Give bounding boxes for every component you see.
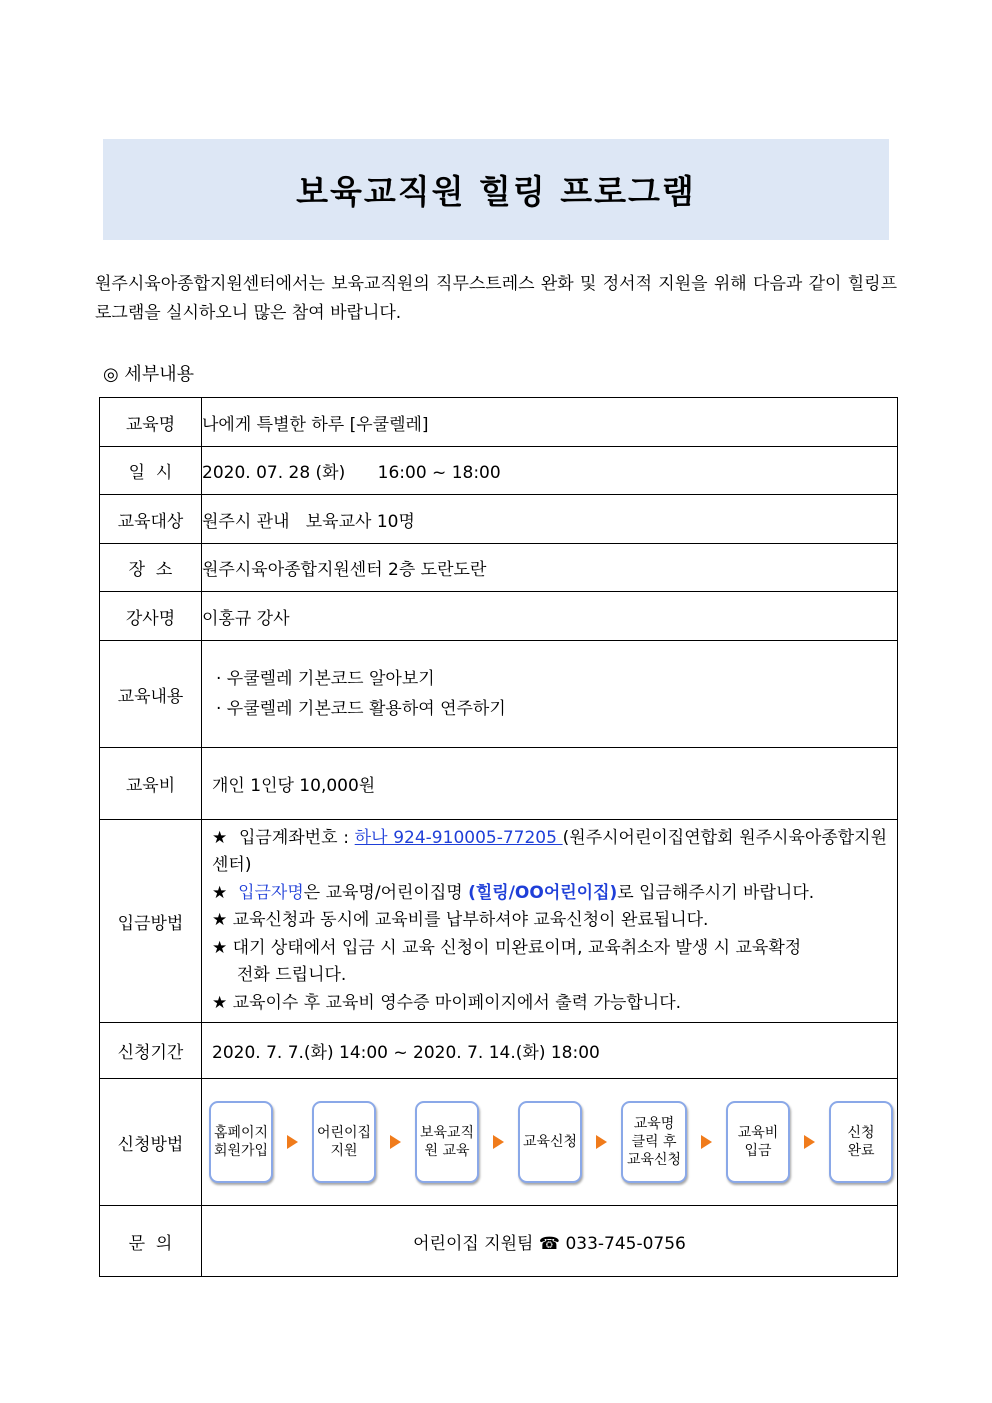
content-item: · 우쿨렐레 기본코드 알아보기 <box>216 669 435 689</box>
content-label: 교육내용 <box>100 641 202 748</box>
fee-value: 개인 1인당 10,000원 <box>202 748 898 820</box>
target-label: 교육대상 <box>100 495 202 544</box>
content-value <box>202 641 898 748</box>
course-name-value: 나에게 특별한 하루 [우쿨렐레] <box>202 398 898 447</box>
detail-table <box>99 397 898 1277</box>
content-item: · 우쿨렐레 기본코드 활용하여 연주하기 <box>216 699 506 719</box>
row-target <box>100 495 898 544</box>
arrow-right-icon <box>804 1135 815 1149</box>
fee-label: 교육비 <box>100 748 202 820</box>
payment-note: ★ 교육신청과 동시에 교육비를 납부하셔야 교육신청이 완료됩니다. <box>212 910 709 931</box>
payment-value <box>202 820 898 1023</box>
depositor-label: 입금자명 <box>238 882 304 903</box>
step-box: 보육교직 원 교육 <box>415 1101 479 1183</box>
payment-depositor-line <box>212 880 887 908</box>
step-box: 어린이집 지원 <box>312 1101 376 1183</box>
place-value: 원주시육아종합지원센터 2층 도란도란 <box>202 544 898 592</box>
row-course-name <box>100 398 898 447</box>
arrow-right-icon <box>493 1135 504 1149</box>
row-method <box>100 1079 898 1206</box>
application-steps <box>202 1079 897 1205</box>
row-place <box>100 544 898 592</box>
step-box: 교육신청 <box>518 1101 582 1183</box>
instructor-value: 이홍규 강사 <box>202 592 898 641</box>
step-box: 교육명 클릭 후 교육신청 <box>621 1101 687 1183</box>
star-icon: ★ <box>212 882 239 903</box>
method-value <box>202 1079 898 1206</box>
payment-label: 입금방법 <box>100 820 202 1023</box>
step-box: 홈페이지 회원가입 <box>209 1101 273 1183</box>
row-period <box>100 1023 898 1079</box>
payment-account-line <box>212 825 887 880</box>
period-value: 2020. 7. 7.(화) 14:00 ~ 2020. 7. 14.(화) 18:00 <box>202 1023 898 1079</box>
page-title: 보육교직원 힐링 프로그램 <box>296 172 696 211</box>
depositor-end: 로 입금해주시기 바랍니다. <box>617 882 815 903</box>
row-inquiry <box>100 1206 898 1277</box>
title-banner <box>103 139 889 240</box>
depositor-format: (힐링/OO어린이집) <box>468 882 618 903</box>
inquiry-value: 어린이집 지원팀 ☎ 033-745-0756 <box>202 1206 898 1277</box>
row-payment <box>100 820 898 1023</box>
period-label: 신청기간 <box>100 1023 202 1079</box>
arrow-right-icon <box>390 1135 401 1149</box>
row-instructor <box>100 592 898 641</box>
inquiry-label: 문 의 <box>100 1206 202 1277</box>
row-datetime <box>100 447 898 495</box>
row-content <box>100 641 898 748</box>
course-name-label: 교육명 <box>100 398 202 447</box>
row-fee <box>100 748 898 820</box>
payment-note: ★ 대기 상태에서 입금 시 교육 신청이 미완료이며, 교육취소자 발생 시 교육확정 <box>212 937 802 958</box>
step-box: 교육비 입금 <box>726 1101 790 1183</box>
place-label: 장 소 <box>100 544 202 592</box>
payment-note: 전화 드립니다. <box>237 965 347 986</box>
arrow-right-icon <box>701 1135 712 1149</box>
account-number-link[interactable]: 하나 924-910005-77205 <box>354 827 563 848</box>
account-holder: (원주시어린이집연합회 원주시육아종합지원센터) <box>212 827 888 876</box>
arrow-right-icon <box>287 1135 298 1149</box>
instructor-label: 강사명 <box>100 592 202 641</box>
datetime-value: 2020. 07. 28 (화) 16:00 ~ 18:00 <box>202 447 898 495</box>
intro-paragraph: 원주시육아종합지원센터에서는 보육교직원의 직무스트레스 완화 및 정서적 지원을 위해 다음과 같이 힐링프로그램을 실시하오니 많은 참여 바랍니다. <box>95 274 897 323</box>
arrow-right-icon <box>596 1135 607 1149</box>
section-heading: ◎ 세부내용 <box>103 364 194 385</box>
step-box: 신청 완료 <box>829 1101 893 1183</box>
payment-note: ★ 교육이수 후 교육비 영수증 마이페이지에서 출력 가능합니다. <box>212 992 682 1013</box>
account-prefix: ★ 입금계좌번호 : <box>212 827 355 848</box>
depositor-mid: 은 교육명/어린이집명 <box>303 882 469 903</box>
datetime-label: 일 시 <box>100 447 202 495</box>
target-value: 원주시 관내 보육교사 10명 <box>202 495 898 544</box>
method-label: 신청방법 <box>100 1079 202 1206</box>
